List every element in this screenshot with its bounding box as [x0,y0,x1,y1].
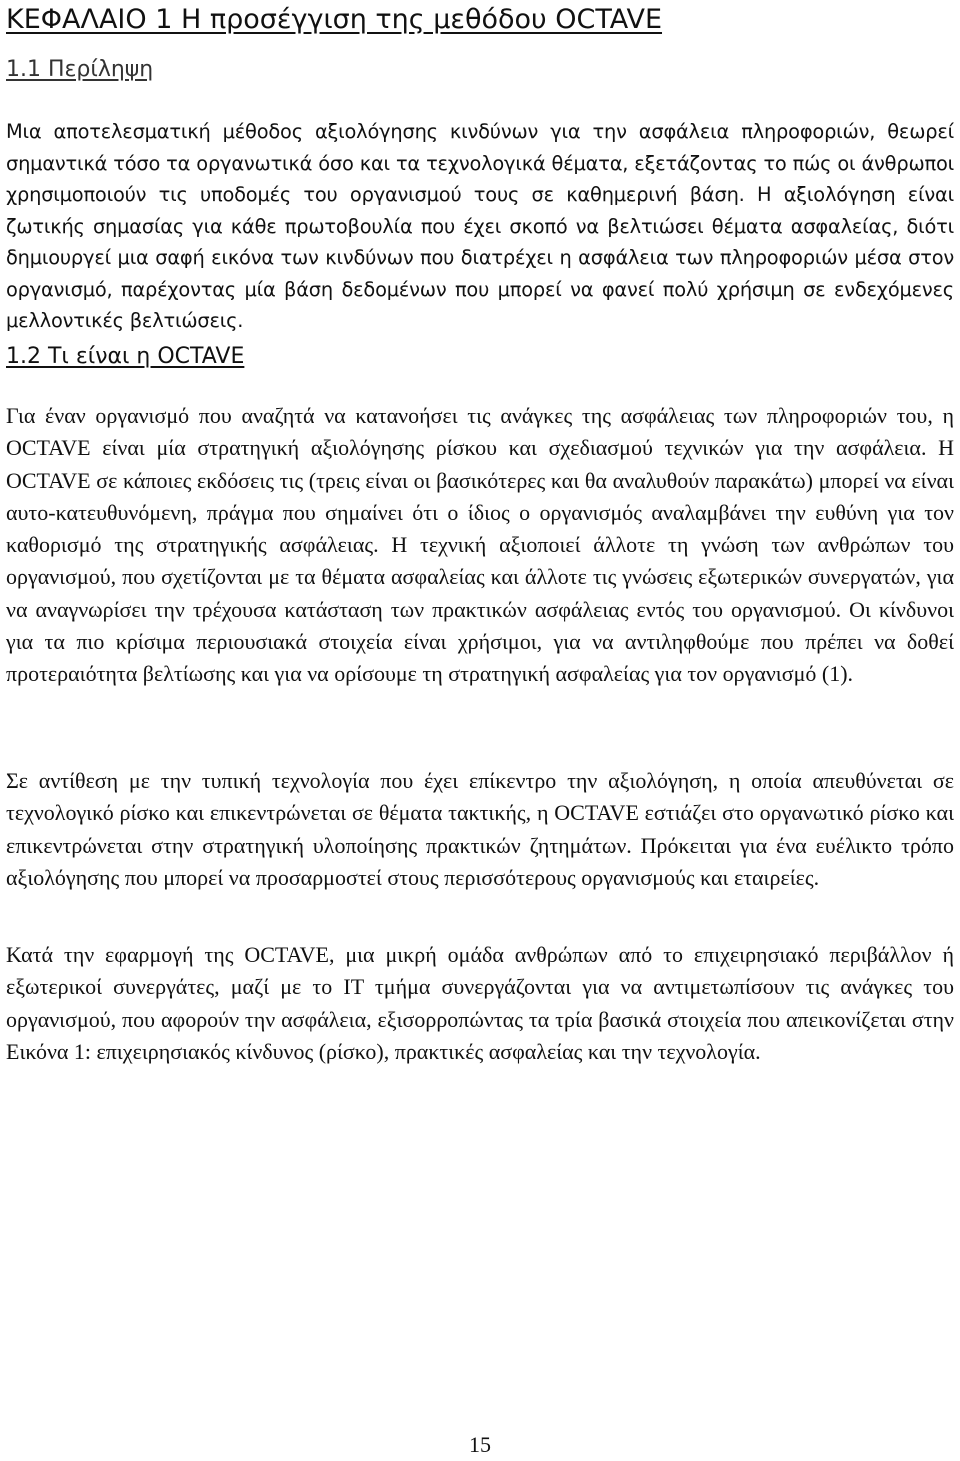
summary-paragraph: Μια αποτελεσματική μέθοδος αξιολόγησης κινδύνων για την ασφάλεια πληροφοριών, θεωρεί σημαντικά τόσο τα οργανωτικά όσο και τα τεχνολογικά θέματα, εξετάζοντας το πώς οι άνθρωποι χρησιμοποιούν τις υποδομές του οργανισμού τους σε καθημερινή βάση. Η αξιολόγηση είναι ζωτικής σημασίας για κάθε πρωτοβουλία που έχει σκοπό να βελτιώσει θέματα ασφαλείας, διότι δημιουργεί μια σαφή εικόνα των κινδύνων που διατρέχει η ασφάλεια των πληροφοριών μέσα στον οργανισμό, παρέχοντας μία βάση δεδομένων που μπορεί να φανεί πολύ χρήσιμη σε ενδεχόμενες μελλοντικές βελτιώσεις. [6,120,954,332]
octave-paragraph-3: Κατά την εφαρμογή της OCTAVE, μια μικρή ομάδα ανθρώπων από το επιχειρησιακό περιβάλλον ή εξωτερικοί συνεργάτες, μαζί με το IT τμήμα συνεργάζονται για να αντιμετωπίσουν τις ανάγκες του οργανισμού, που αφορούν την ασφάλεια, εξισορροπώντας τα τρία βασικά στοιχεία που απεικονίζεται στην Εικόνα 1: επιχειρησιακός κίνδυνος (ρίσκο), πρακτικές ασφαλείας και την τεχνολογία. [6,942,954,1064]
octave-paragraph-2: Σε αντίθεση με την τυπική τεχνολογία που έχει επίκεντρο την αξιολόγηση, η οποία απευθύνεται σε τεχνολογικό ρίσκο και επικεντρώνεται σε θέματα τακτικής, η OCTAVE εστιάζει στο οργανωτικό ρίσκο και επικεντρώνεται στην στρατηγική υλοποίησης πρακτικών ζητημάτων. Πρόκειται για ένα ευέλικτο τρόπο αξιολόγησης που μπορεί να προσαρμοστεί στους περισσότερους οργανισμούς και εταιρείες. [6,768,954,890]
section-heading-what-is-octave: 1.2 Τι είναι η OCTAVE [6,344,245,369]
page-number: 15 [469,1432,491,1457]
section-heading-summary: 1.1 Περίληψη [6,57,154,82]
chapter-title: ΚΕΦΑΛΑΙΟ 1 Η προσέγγιση της μεθόδου OCTAVE [6,4,663,35]
octave-paragraph-1: Για έναν οργανισμό που αναζητά να κατανοήσει τις ανάγκες της ασφάλειας των πληροφοριών του, η OCTAVE είναι μία στρατηγική αξιολόγησης ρίσκου και σχεδιασμού τεχνικών για την ασφάλεια. Η OCTAVE σε κάποιες εκδόσεις τις (τρεις είναι οι βασικότερες και θα αναλυθούν παρακάτω) μπορεί να είναι αυτο-κατευθυνόμενη, πράγμα που σημαίνει ότι ο ίδιος ο οργανισμός αναλαμβάνει την ευθύνη για τον καθορισμό της στρατηγικής ασφάλειας. Η τεχνική αξιοποιεί άλλοτε τη γνώση των ανθρώπων του οργανισμού, που σχετίζονται με τα θέματα ασφαλείας και άλλοτε τις γνώσεις εξωτερικών συνεργατών, για να αναγνωρίσει την τρέχουσα κατάσταση των πρακτικών ασφάλειας εντός του οργανισμού. Οι κίνδυνοι για τα πιο κρίσιμα περιουσιακά στοιχεία είναι χρήσιμοι, για να αντιληφθούμε που πρέπει να δοθεί προτεραιότητα βελτίωσης και για να ορίσουμε τη στρατηγική ασφαλείας για τον οργανισμό (1). [6,403,954,687]
